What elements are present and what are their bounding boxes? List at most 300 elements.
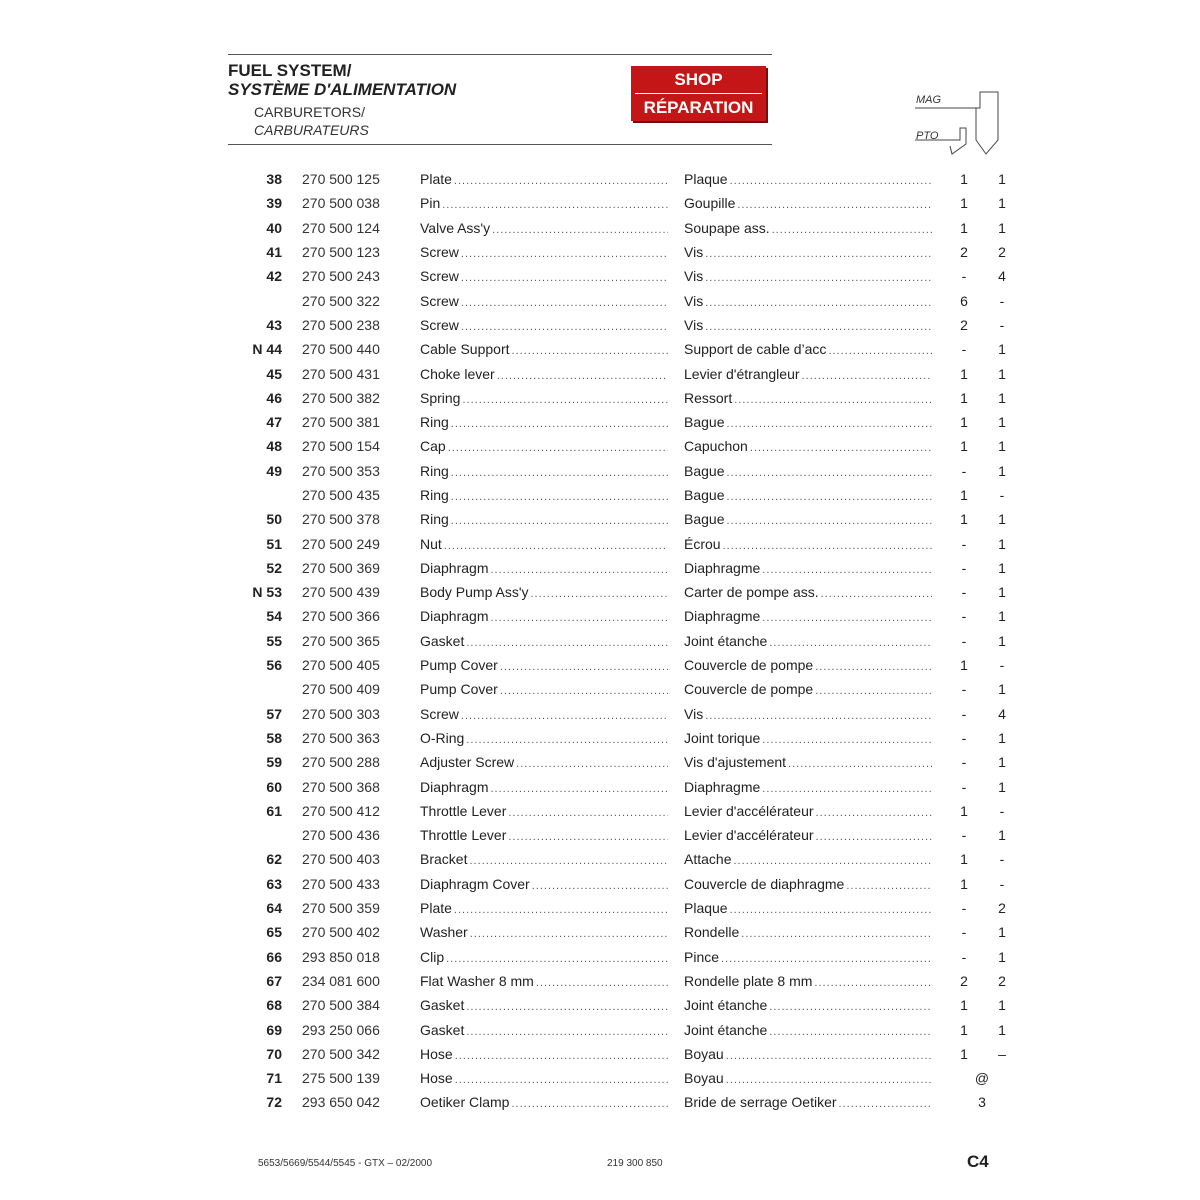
- parts-table-body: [240, 167, 1020, 1115]
- qty-pto: 1: [998, 729, 1006, 746]
- description-fr: [668, 459, 932, 483]
- description-fr-text: Vis d'ajustement: [684, 754, 787, 771]
- qty-pto: 1: [998, 341, 1006, 358]
- ref-number: 72: [266, 1094, 282, 1111]
- dot-leader: [516, 758, 668, 770]
- description-en: [420, 774, 668, 798]
- qty-pto: 1: [998, 195, 1006, 212]
- dot-leader: [455, 1050, 668, 1062]
- description-fr-text: Carter de pompe ass.: [684, 584, 819, 601]
- part-number: 270 500 412: [302, 802, 380, 819]
- part-number: 270 500 368: [302, 778, 380, 795]
- dot-leader: [762, 734, 932, 746]
- part-number: 293 650 042: [302, 1094, 380, 1111]
- ref-number: 64: [266, 900, 282, 917]
- description-en-leader: [420, 414, 668, 430]
- dot-leader: [444, 540, 668, 552]
- qty-pto: 1: [998, 827, 1006, 844]
- description-en-text: Plate: [420, 900, 452, 917]
- dot-leader: [451, 515, 668, 527]
- ref-number: 60: [266, 778, 282, 795]
- description-fr-leader: [684, 754, 932, 770]
- qty-pto: -: [999, 657, 1005, 674]
- description-en-text: Hose: [420, 1045, 453, 1062]
- ref-number: 66: [266, 948, 282, 965]
- description-en: [420, 629, 668, 653]
- dot-leader: [705, 297, 932, 309]
- description-en: [420, 1090, 668, 1114]
- description-fr: [668, 847, 932, 871]
- table-row: [240, 240, 1020, 264]
- table-row: [240, 872, 1020, 896]
- subsection-title-en: CARBURETORS/: [254, 104, 365, 120]
- description-en-text: Cap: [420, 438, 446, 455]
- description-fr: [668, 969, 932, 993]
- description-fr-text: Capuchon: [684, 438, 748, 455]
- ref-number: 49: [266, 462, 282, 479]
- qty-pto: 1: [998, 171, 1006, 188]
- shop-badge: [631, 66, 766, 121]
- description-en-text: Screw: [420, 705, 459, 722]
- description-en: [420, 313, 668, 337]
- description-en-leader: [420, 171, 668, 187]
- description-fr-text: Diaphragme: [684, 778, 761, 795]
- description-fr: [668, 191, 932, 215]
- description-en-leader: [420, 706, 668, 722]
- ref-number: [240, 677, 302, 701]
- description-fr: [668, 604, 932, 628]
- dot-leader: [461, 248, 668, 260]
- description-fr-leader: [684, 487, 932, 503]
- description-fr-leader: [684, 949, 932, 965]
- dot-leader: [839, 1098, 932, 1110]
- qty-mag: 1: [960, 851, 968, 868]
- subsection-title-fr: CARBURATEURS: [254, 122, 369, 138]
- ref-number: 41: [266, 244, 282, 261]
- description-fr-text: Bride de serrage Oetiker: [684, 1094, 837, 1111]
- description-fr-leader: [684, 560, 932, 576]
- description-fr-text: Joint étanche: [684, 632, 768, 649]
- shop-badge-label-fr: RÉPARATION: [643, 98, 754, 117]
- dot-leader: [723, 540, 932, 552]
- table-row: [240, 799, 1020, 823]
- table-row: [240, 191, 1020, 215]
- qty-mag: 1: [960, 365, 968, 382]
- description-fr: [668, 240, 932, 264]
- description-en-text: Spring: [420, 389, 461, 406]
- table-row: [240, 1090, 1020, 1114]
- qty-mag: 2: [960, 972, 968, 989]
- description-en-text: Hose: [420, 1070, 453, 1087]
- table-row: [240, 969, 1020, 993]
- qty-pto: -: [999, 875, 1005, 892]
- dot-leader: [741, 928, 932, 940]
- ref-number: 47: [266, 414, 282, 431]
- description-en-leader: [420, 317, 668, 333]
- dot-leader: [461, 272, 668, 284]
- description-en-leader: [420, 657, 668, 673]
- description-fr-text: Vis: [684, 244, 704, 261]
- description-fr-leader: [684, 244, 932, 260]
- qty-mag: 1: [960, 1045, 968, 1062]
- description-en-text: Flat Washer 8 mm: [420, 972, 534, 989]
- ref-number: 43: [266, 316, 282, 333]
- table-row: [240, 434, 1020, 458]
- description-en-text: Throttle Lever: [420, 802, 507, 819]
- ref-number: 61: [266, 802, 282, 819]
- ref-number: [240, 823, 302, 847]
- footer-doc-number: 219 300 850: [607, 1158, 663, 1169]
- dot-leader: [802, 370, 932, 382]
- part-number: 270 500 439: [302, 584, 380, 601]
- part-number: 293 250 066: [302, 1021, 380, 1038]
- description-fr: [668, 434, 932, 458]
- dot-leader: [737, 199, 932, 211]
- qty-pto: 1: [998, 632, 1006, 649]
- description-en-text: Diaphragm: [420, 559, 489, 576]
- dot-leader: [466, 734, 668, 746]
- description-fr-leader: [684, 997, 932, 1013]
- description-fr-text: Écrou: [684, 535, 721, 552]
- description-en-text: Screw: [420, 292, 459, 309]
- description-en-leader: [420, 584, 668, 600]
- description-fr-text: Boyau: [684, 1045, 724, 1062]
- header-bottom-rule: [228, 144, 772, 145]
- qty-mag: -: [961, 268, 967, 285]
- description-fr-leader: [684, 414, 932, 430]
- ref-number: 59: [266, 754, 282, 771]
- description-en-text: Ring: [420, 462, 449, 479]
- ref-number: 50: [266, 511, 282, 528]
- ref-number: 58: [266, 729, 282, 746]
- description-fr-text: Bague: [684, 462, 725, 479]
- ref-number: [240, 483, 302, 507]
- description-fr-text: Vis: [684, 316, 704, 333]
- description-fr-leader: [684, 900, 932, 916]
- dot-leader: [466, 637, 668, 649]
- ref-number: 48: [266, 438, 282, 455]
- description-en-text: Bracket: [420, 851, 468, 868]
- qty-pto: 2: [998, 900, 1006, 917]
- part-number: 270 500 365: [302, 632, 380, 649]
- dot-leader: [531, 588, 669, 600]
- description-fr-text: Ressort: [684, 389, 733, 406]
- part-number: 270 500 384: [302, 997, 380, 1014]
- part-number: 275 500 139: [302, 1070, 380, 1087]
- description-fr: [668, 920, 932, 944]
- dot-leader: [750, 442, 932, 454]
- dot-leader: [451, 418, 668, 430]
- qty-mag: 1: [960, 657, 968, 674]
- ref-number: 56: [266, 657, 282, 674]
- qty-pto: 1: [998, 584, 1006, 601]
- description-fr-leader: [684, 730, 932, 746]
- dot-leader: [455, 1074, 668, 1086]
- description-en-leader: [420, 900, 668, 916]
- description-en-leader: [420, 754, 668, 770]
- dot-leader: [726, 418, 932, 430]
- dot-leader: [451, 467, 668, 479]
- table-row: [240, 361, 1020, 385]
- description-en-leader: [420, 803, 668, 819]
- description-fr: [668, 216, 932, 240]
- description-fr-leader: [684, 633, 932, 649]
- description-fr-text: Levier d'accélérateur: [684, 827, 814, 844]
- description-fr-leader: [684, 293, 932, 309]
- description-fr: [668, 556, 932, 580]
- description-fr: [668, 1042, 932, 1066]
- description-en-text: Pump Cover: [420, 657, 498, 674]
- qty-pto: -: [999, 316, 1005, 333]
- description-fr-leader: [684, 924, 932, 940]
- part-number: 270 500 435: [302, 487, 380, 503]
- description-en: [420, 507, 668, 531]
- description-en-text: Pin: [420, 195, 441, 212]
- qty-mag: 6: [960, 292, 968, 309]
- dot-leader: [726, 515, 932, 527]
- description-fr-text: Joint étanche: [684, 1021, 768, 1038]
- description-fr-leader: [684, 536, 932, 552]
- dot-leader: [816, 807, 932, 819]
- dot-leader: [454, 175, 668, 187]
- description-en-text: Diaphragm Cover: [420, 875, 530, 892]
- part-number: 270 500 405: [302, 657, 380, 674]
- part-number: 270 500 123: [302, 244, 380, 261]
- ref-number: N 44: [252, 341, 282, 358]
- dot-leader: [726, 491, 932, 503]
- qty-pto: 1: [998, 924, 1006, 941]
- description-en: [420, 410, 668, 434]
- qty-pto: 1: [998, 365, 1006, 382]
- description-fr-text: Couvercle de pompe: [684, 657, 814, 674]
- qty-pto: 1: [998, 608, 1006, 625]
- description-en: [420, 434, 668, 458]
- dot-leader: [461, 321, 668, 333]
- ref-number: 70: [266, 1045, 282, 1062]
- description-fr-leader: [684, 876, 932, 892]
- dot-leader: [466, 1026, 668, 1038]
- table-row: [240, 1066, 1020, 1090]
- qty-mag: -: [961, 924, 967, 941]
- description-fr: [668, 993, 932, 1017]
- dot-leader: [721, 953, 932, 965]
- dot-leader: [500, 685, 668, 697]
- ref-number: 71: [266, 1070, 282, 1087]
- description-en-leader: [420, 1094, 668, 1110]
- ref-number: 51: [266, 535, 282, 552]
- description-fr: [668, 361, 932, 385]
- qty-pto: 1: [998, 438, 1006, 455]
- description-fr: [668, 580, 932, 604]
- dot-leader: [508, 807, 668, 819]
- ref-number: 62: [266, 851, 282, 868]
- description-en: [420, 702, 668, 726]
- description-fr: [668, 774, 932, 798]
- description-en-leader: [420, 681, 668, 697]
- qty-pto: 1: [998, 535, 1006, 552]
- description-en: [420, 580, 668, 604]
- description-en: [420, 604, 668, 628]
- qty-mag: -: [961, 632, 967, 649]
- qty-pto: 1: [998, 462, 1006, 479]
- part-number: 270 500 342: [302, 1045, 380, 1062]
- table-row: [240, 288, 1020, 312]
- dot-leader: [733, 855, 932, 867]
- description-en-leader: [420, 997, 668, 1013]
- ref-number: 39: [266, 195, 282, 212]
- shop-badge-label-en: SHOP: [674, 70, 723, 89]
- description-en-leader: [420, 390, 668, 406]
- qty-mag: -: [961, 462, 967, 479]
- qty-pto: 1: [998, 681, 1006, 698]
- description-en: [420, 1017, 668, 1041]
- description-fr-text: Vis: [684, 705, 704, 722]
- description-en-text: Screw: [420, 268, 459, 285]
- qty-pto: 1: [998, 754, 1006, 771]
- dot-leader: [705, 710, 932, 722]
- description-fr-text: Bague: [684, 487, 725, 503]
- description-en: [420, 750, 668, 774]
- description-fr: [668, 702, 932, 726]
- description-fr-text: Diaphragme: [684, 559, 761, 576]
- description-en: [420, 847, 668, 871]
- description-en: [420, 556, 668, 580]
- description-en-text: Diaphragm: [420, 608, 489, 625]
- ref-number: 52: [266, 559, 282, 576]
- qty-pto: -: [999, 802, 1005, 819]
- description-en-leader: [420, 1070, 668, 1086]
- qty-pto: 1: [998, 219, 1006, 236]
- part-number: 270 500 403: [302, 851, 380, 868]
- description-en: [420, 337, 668, 361]
- qty-mag: 1: [960, 219, 968, 236]
- description-fr-leader: [684, 438, 932, 454]
- dot-leader: [815, 661, 932, 673]
- part-number: 270 500 366: [302, 608, 380, 625]
- qty-pto: -: [999, 851, 1005, 868]
- description-fr-text: Goupille: [684, 195, 736, 212]
- description-en-leader: [420, 438, 668, 454]
- table-row: [240, 823, 1020, 847]
- description-fr-leader: [684, 317, 932, 333]
- description-en: [420, 386, 668, 410]
- ref-number: 55: [266, 632, 282, 649]
- description-en-text: Screw: [420, 244, 459, 261]
- description-fr-leader: [684, 657, 932, 673]
- description-fr: [668, 288, 932, 312]
- dot-leader: [448, 442, 668, 454]
- section-title-en: FUEL SYSTEM/: [228, 61, 352, 80]
- qty-mag: 1: [960, 511, 968, 528]
- description-en-text: O-Ring: [420, 729, 465, 746]
- description-fr: [668, 410, 932, 434]
- description-fr-text: Attache: [684, 851, 732, 868]
- qty-pto: -: [999, 292, 1005, 309]
- description-en: [420, 872, 668, 896]
- description-en-text: Gasket: [420, 1021, 465, 1038]
- description-fr-leader: [684, 366, 932, 382]
- description-en: [420, 1066, 668, 1090]
- description-fr: [668, 896, 932, 920]
- description-en-text: Ring: [420, 511, 449, 528]
- description-en: [420, 823, 668, 847]
- qty-pto: 2: [998, 244, 1006, 261]
- dot-leader: [490, 564, 668, 576]
- description-en-text: Body Pump Ass'y: [420, 584, 529, 601]
- table-row: [240, 629, 1020, 653]
- dot-leader: [500, 661, 668, 673]
- dot-leader: [821, 588, 932, 600]
- description-fr: [668, 1066, 932, 1090]
- dot-leader: [828, 345, 932, 357]
- qty-mag: 2: [960, 244, 968, 261]
- description-en-leader: [420, 536, 668, 552]
- description-fr-leader: [684, 973, 932, 989]
- qty-mag: -: [961, 681, 967, 698]
- description-fr: [668, 629, 932, 653]
- part-number: 293 850 018: [302, 948, 380, 965]
- part-number: 270 500 378: [302, 511, 380, 528]
- description-en: [420, 677, 668, 701]
- description-fr: [668, 386, 932, 410]
- description-en-leader: [420, 220, 668, 236]
- description-en-text: Adjuster Screw: [420, 754, 515, 771]
- description-fr-text: Support de cable d’acc: [684, 341, 827, 358]
- description-en: [420, 167, 668, 191]
- mag-pto-column-key: [910, 88, 1005, 160]
- table-row: [240, 483, 1020, 507]
- qty-mag: -: [961, 900, 967, 917]
- dot-leader: [508, 831, 668, 843]
- ref-number: 57: [266, 705, 282, 722]
- description-en-text: Throttle Lever: [420, 827, 507, 844]
- ref-number: 65: [266, 924, 282, 941]
- part-number: 270 500 436: [302, 827, 380, 844]
- description-en-leader: [420, 1046, 668, 1062]
- description-en: [420, 361, 668, 385]
- description-fr: [668, 507, 932, 531]
- dot-leader: [705, 321, 932, 333]
- dot-leader: [726, 1074, 932, 1086]
- part-number: 270 500 363: [302, 729, 380, 746]
- table-row: [240, 750, 1020, 774]
- description-en: [420, 726, 668, 750]
- description-en-leader: [420, 973, 668, 989]
- part-number: 270 500 154: [302, 438, 380, 455]
- ref-number: 45: [266, 365, 282, 382]
- footer-models: 5653/5669/5544/5545 - GTX – 02/2000: [258, 1158, 433, 1169]
- dot-leader: [762, 783, 932, 795]
- part-number: 234 081 600: [302, 972, 380, 989]
- table-row: [240, 896, 1020, 920]
- table-row: [240, 580, 1020, 604]
- description-fr-leader: [684, 220, 932, 236]
- part-number: 270 500 322: [302, 292, 380, 309]
- description-en-leader: [420, 511, 668, 527]
- part-number: 270 500 369: [302, 559, 380, 576]
- dot-leader: [788, 758, 932, 770]
- qty-mag: 1: [960, 389, 968, 406]
- part-number: 270 500 288: [302, 754, 380, 771]
- description-en-leader: [420, 268, 668, 284]
- part-number: 270 500 382: [302, 389, 380, 406]
- dot-leader: [772, 224, 932, 236]
- dot-leader: [461, 297, 668, 309]
- qty-mag: 1: [960, 414, 968, 431]
- table-row: [240, 774, 1020, 798]
- table-row: [240, 216, 1020, 240]
- dot-leader: [846, 880, 932, 892]
